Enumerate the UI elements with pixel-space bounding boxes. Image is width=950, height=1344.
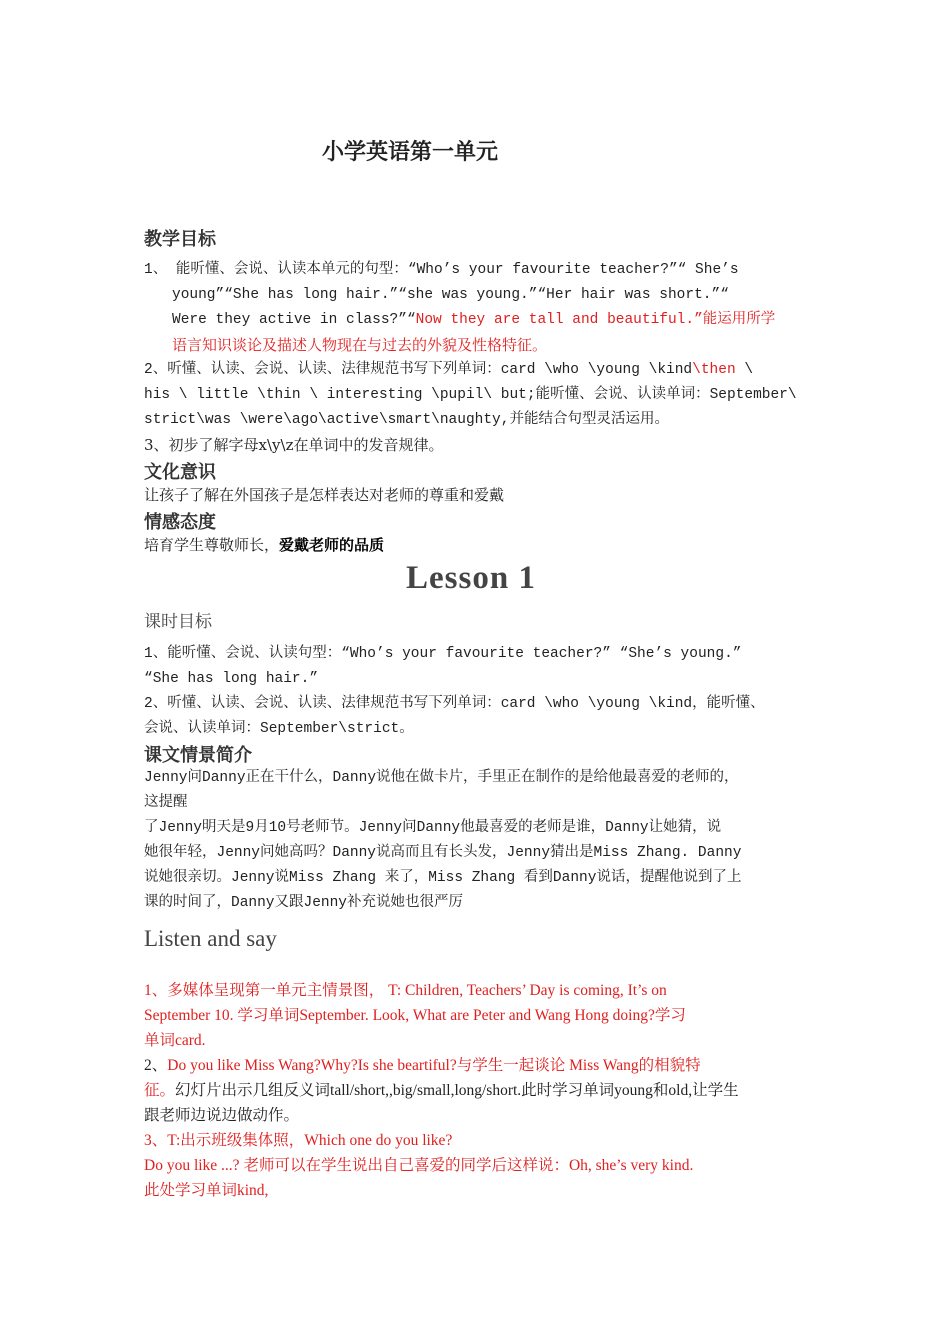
step2-line1-num: 2、: [144, 1057, 168, 1074]
goal1-line3-red: Now they are tall and beautiful.”能运用所学: [415, 312, 776, 328]
lesson-goal2-line1: 2、听懂、认读、会说、认读、法律规范书写下列单词：card \who \young \kind，能听懂、: [144, 696, 765, 712]
goal2-line1-red: \then: [692, 362, 736, 378]
culture-text: 让孩子了解在外国孩子是怎样表达对老师的尊重和爱戴: [144, 486, 505, 504]
step1-line3: 单词card.: [144, 1032, 206, 1049]
intro-line: 课的时间了，Danny又跟Jenny补充说她也很严厉: [144, 895, 464, 911]
step2-line2-red: 征。: [144, 1082, 176, 1099]
attitude-text-bold: 爱戴老师的品质: [279, 536, 385, 554]
step3-line2: Do you like ...? 老师可以在学生说出自己喜爱的同学后这样说：Oh, she’s very kind.: [144, 1157, 694, 1174]
attitude-text-a: 培育学生尊敬师长，: [144, 536, 280, 554]
step1-line2: September 10. 学习单词September. Look, What are Peter and Wang Hong doing?学习: [144, 1007, 686, 1024]
attitude-text: [144, 533, 384, 558]
intro-line: 她很年轻，Jenny问她高吗？Danny说高而且有长头发，Jenny猜出是Miss Zhang. Danny: [144, 845, 742, 861]
goal1-line3-black: Were they active in class?”“: [172, 312, 416, 328]
step2-line1: [144, 1053, 701, 1078]
intro-line: 这提醒: [144, 795, 188, 811]
lesson-goal1-line2: “She has long hair.”: [144, 671, 319, 687]
goal2-line1: [144, 358, 753, 383]
section-heading-attitude: 情感态度: [144, 512, 216, 533]
goal3-line: 3、初步了解字母x\y\z在单词中的发音规律。: [144, 436, 444, 454]
step3-line3: 此处学习单词kind,: [144, 1182, 269, 1199]
step2-line1-red: Do you like Miss Wang?Why?Is she beartiful?与学生一起谈论 Miss Wang的相貌特: [167, 1057, 701, 1074]
goal1-line1: 1、 能听懂、会说、认读本单元的句型：“Who’s your favourite teacher?”“ She’s: [144, 262, 739, 278]
step1-line1: 1、多媒体呈现第一单元主情景图， T: Children, Teachers’ Day is coming, It’s on: [144, 982, 667, 999]
section-heading-intro: 课文情景简介: [144, 745, 252, 766]
goal1-line4: 语言知识谈论及描述人物现在与过去的外貌及性格特征。: [172, 336, 548, 354]
goal2-line1-c: \: [735, 362, 754, 378]
listen-and-say-heading: Listen and say: [144, 926, 277, 951]
lesson-title: Lesson 1: [406, 560, 536, 596]
section-heading-culture: 文化意识: [144, 462, 216, 483]
step2-line2: [144, 1078, 739, 1103]
step3-line1: 3、T:出示班级集体照，Which one do you like?: [144, 1132, 453, 1149]
step2-line3: 跟老师边说边做动作。: [144, 1107, 300, 1124]
step2-line2-black: 幻灯片出示几组反义词tall/short,,big/small,long/short.此时学习单词young和old,让学生: [175, 1082, 739, 1099]
intro-line: 说她很亲切。Jenny说Miss Zhang 来了，Miss Zhang 看到Danny说话，提醒他说到了上: [144, 870, 742, 886]
goal2-line2: his \ little \thin \ interesting \pupil\ but;能听懂、会说、认读单词：September\: [144, 387, 797, 403]
intro-line: Jenny问Danny正在干什么，Danny说他在做卡片，手里正在制作的是给他最喜爱的老师的，: [144, 770, 739, 786]
goal1-line2: young”“She has long hair.”“she was young.”“Her hair was short.”“: [172, 287, 729, 303]
section-heading-lesson-goals: 课时目标: [144, 612, 212, 632]
document-title: 小学英语第一单元: [322, 140, 499, 165]
lesson-goal2-line2: 会说、认读单词：September\strict。: [144, 721, 414, 737]
section-heading-goals: 教学目标: [144, 229, 216, 250]
goal1-line3: [172, 308, 775, 333]
lesson-goal1-line1: 1、能听懂、会说、认读句型：“Who’s your favourite teacher?” “She’s young.”: [144, 646, 742, 662]
intro-line: 了Jenny明天是9月10号老师节。Jenny问Danny他最喜爱的老师是谁，Danny让她猜，说: [144, 820, 722, 836]
goal2-line3: strict\was \were\ago\active\smart\naughty,并能结合句型灵活运用。: [144, 412, 669, 428]
goal2-line1-a: 2、听懂、认读、会说、认读、法律规范书写下列单词：card \who \young \kind: [144, 362, 693, 378]
